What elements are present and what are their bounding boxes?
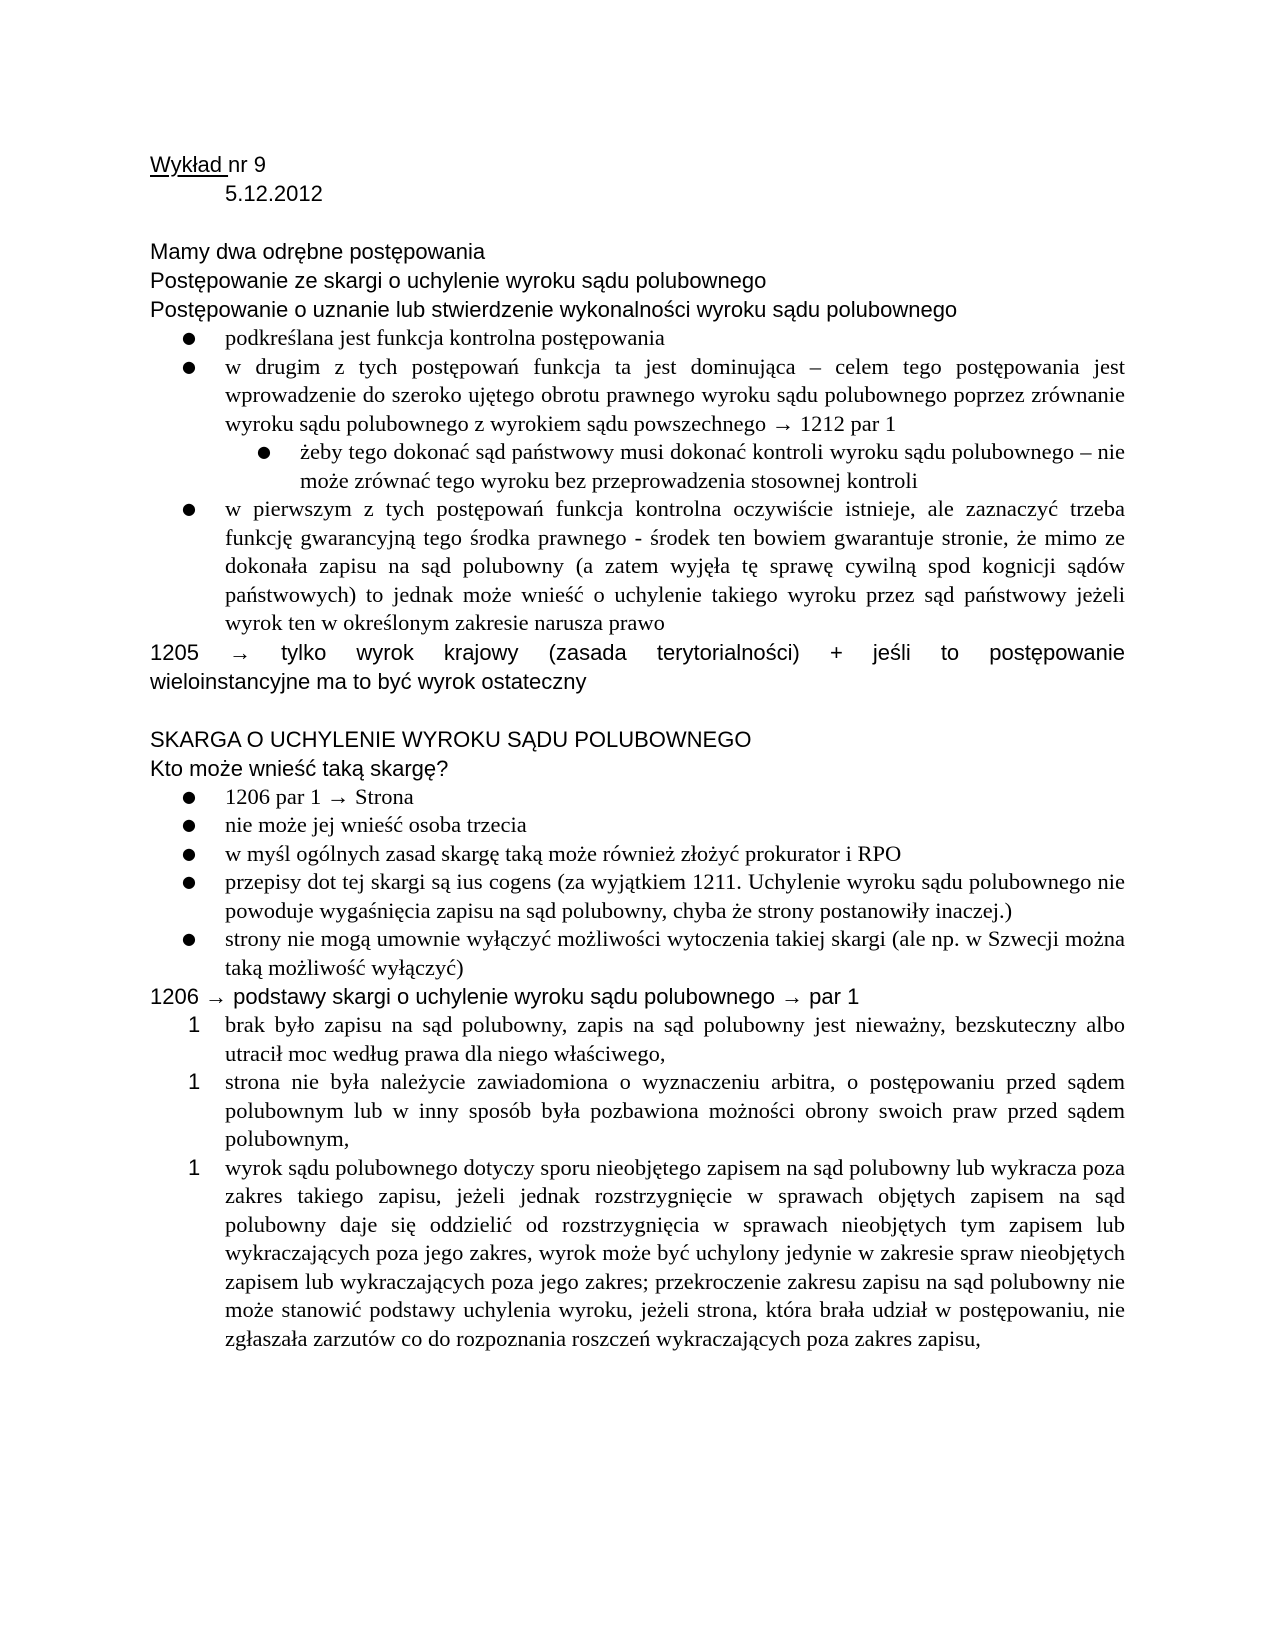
numbered-list-grounds <box>150 1011 1125 1353</box>
list-item-text: żeby tego dokonać sąd państwowy musi dokonać kontroli wyroku sądu polubownego – nie może zrównać tego wyroku bez przeprowadzenia stosownej kontroli <box>300 439 1125 493</box>
bullet-icon: ● <box>257 442 271 461</box>
list-item <box>150 840 1125 869</box>
intro-line-3: Postępowanie o uznanie lub stwierdzenie wykonalności wyroku sądu polubownego <box>150 297 958 322</box>
lecture-title <box>150 150 1125 179</box>
bullet-list-functions <box>150 324 1125 638</box>
art-1205-line-1: 1205 → tylko wyrok krajowy (zasada terytorialności) + jeśli to postępowanie <box>150 639 1125 665</box>
bullet-icon: ● <box>182 929 196 948</box>
list-item <box>150 868 1125 925</box>
list-item-text: w drugim z tych postępowań funkcja ta jest dominująca – celem tego postępowania jest wprowadzenie do szeroko ujętego obrotu prawnego wyroku sądu polubownego poprzez zrównanie wyroku sądu polubownego z wyrokiem sądu powszechnego → 1212 par 1 <box>225 353 1125 436</box>
numbered-item-text: brak było zapisu na sąd polubowny, zapis na sąd polubowny jest nieważny, bezskuteczny albo utracił moc według prawa dla niego właściwego, <box>225 1012 1125 1066</box>
list-item-text: 1206 par 1 → Strona <box>225 783 414 809</box>
list-item-text: podkreślana jest funkcja kontrolna postępowania <box>225 325 665 350</box>
list-item <box>150 353 1125 439</box>
spacer <box>150 208 1125 237</box>
list-item-text: nie może jej wnieść osoba trzecia <box>225 812 527 837</box>
art-1205-line-2: wieloinstancyjne ma to być wyrok ostateczny <box>150 668 587 694</box>
list-item <box>150 324 1125 353</box>
list-item-text: strony nie mogą umownie wyłączyć możliwości wytoczenia takiej skargi (ale np. w Szwecji można taką możliwość wyłączyć) <box>225 926 1125 980</box>
numbered-item <box>150 1011 1125 1068</box>
art-1206-line: 1206 → podstawy skargi o uchylenie wyroku sądu polubownego → par 1 <box>150 984 860 1009</box>
lecture-title-underlined: Wykład <box>150 152 229 177</box>
bullet-icon: ● <box>182 328 196 347</box>
bullet-icon: ● <box>182 499 196 518</box>
lecture-title-rest: nr 9 <box>228 152 266 177</box>
item-number: 1 <box>188 1069 201 1094</box>
numbered-item-text: strona nie była należycie zawiadomiona o wyznaczeniu arbitra, o postępowaniu przed sądem polubownym lub w inny sposób była pozbawiona możności obrony swoich praw przed sądem polubownym, <box>225 1069 1125 1151</box>
list-item <box>150 925 1125 982</box>
list-item-text: w pierwszym z tych postępowań funkcja kontrolna oczywiście istnieje, ale zaznaczyć trzeba funkcję gwarancyjną tego środka prawnego - środek ten bowiem gwarantuje stronie, że mimo ze dokonała zapisu na sąd polubowny (a zatem wyjęła tę sprawę cywilną spod kognicji sądów państwowych) to jednak może wnieść o uchylenie takiego wyroku przez sąd państwowy jeżeli wyrok ten w określonym zakresie narusza prawo <box>225 496 1125 635</box>
list-item-nested <box>150 438 1125 495</box>
document-page <box>150 150 1125 1353</box>
list-item <box>150 811 1125 840</box>
list-item <box>150 495 1125 638</box>
bullet-icon: ● <box>182 815 196 834</box>
lecture-date: 5.12.2012 <box>225 181 323 206</box>
bullet-icon: ● <box>182 356 196 376</box>
list-item-text: w myśl ogólnych zasad skargę taką może również złożyć prokurator i RPO <box>225 840 902 866</box>
bullet-icon: ● <box>182 872 196 891</box>
intro-line-1: Mamy dwa odrębne postępowania <box>150 239 486 264</box>
section-question: Kto może wnieść taką skargę? <box>150 755 449 781</box>
list-item <box>150 783 1125 812</box>
bullet-icon: ● <box>182 843 196 863</box>
numbered-item <box>150 1154 1125 1354</box>
bullet-list-who <box>150 783 1125 983</box>
numbered-item <box>150 1068 1125 1154</box>
intro-line-2: Postępowanie ze skargi o uchylenie wyroku sądu polubownego <box>150 268 767 293</box>
bullet-icon: ● <box>182 786 196 806</box>
item-number: 1 <box>188 1012 201 1037</box>
numbered-item-text: wyrok sądu polubownego dotyczy sporu nieobjętego zapisem na sąd polubowny lub wykracza poza zakres takiego zapisu, jeżeli jednak rozstrzygnięcie w sprawach objętych zapisem na sąd polubowny daje się oddzielić od rozstrzygnięcia w sprawach nieobjętych tym zapisem lub wykraczających poza jego zakres, wyrok może być uchylony jedynie w zakresie spraw nieobjętych zapisem lub wykraczających poza jego zakres; przekroczenie zakresu zapisu na sąd polubowny nie może stanowić podstawy uchylenia wyroku, jeżeli strona, która brała udział w postępowaniu, nie zgłaszała zarzutów co do rozpoznania roszczeń wykraczających poza zakres zapisu, <box>225 1154 1125 1351</box>
item-number: 1 <box>188 1154 201 1180</box>
spacer <box>150 696 1125 725</box>
section-heading: SKARGA O UCHYLENIE WYROKU SĄDU POLUBOWNEGO <box>150 726 752 752</box>
list-item-text: przepisy dot tej skargi są ius cogens (za wyjątkiem 1211. Uchylenie wyroku sądu polubownego nie powoduje wygaśnięcia zapisu na sąd polubowny, chyba że strony postanowiły inaczej.) <box>225 869 1125 923</box>
